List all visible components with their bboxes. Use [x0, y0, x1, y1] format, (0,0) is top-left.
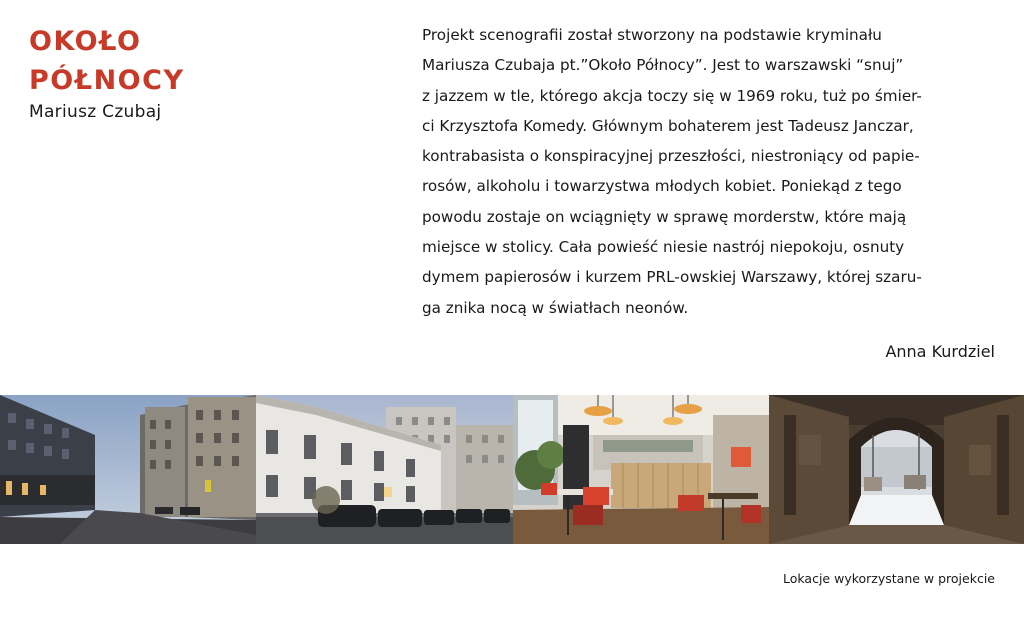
photo-street-at-dusk: [0, 395, 256, 544]
description-line: ci Krzysztofa Komedy. Głównym bohaterem jest Tadeusz Janczar,: [422, 116, 914, 135]
photo-caption: Lokacje wykorzystane w projekcie: [783, 571, 995, 586]
description-line: Mariusza Czubaja pt.”Około Północy”. Jest to warszawski “snuj”: [422, 56, 904, 75]
photo-cafe-interior: [513, 395, 769, 544]
photo-white-townhouse: [256, 395, 513, 544]
description-line: powodu zostaje on wciągnięty w sprawę morderstw, które mają: [422, 207, 907, 226]
project-title: [29, 22, 185, 100]
location-photo-strip: [0, 395, 1024, 544]
description-line: kontrabasista o konspiracyjnej przeszłości, niestroniący od papie-: [422, 147, 920, 166]
description-line: ga znika nocą w światłach neonów.: [422, 298, 689, 317]
description-line: miejsce w stolicy. Cała powieść niesie nastrój niepokoju, osnuty: [422, 238, 905, 257]
signature: Anna Kurdziel: [885, 342, 995, 361]
description-line: rosów, alkoholu i towarzystwa młodych kobiet. Poniekąd z tego: [422, 177, 902, 196]
photo-archway-passage: [769, 395, 1024, 544]
description-line: z jazzem w tle, którego akcja toczy się w 1969 roku, tuż po śmier-: [422, 86, 922, 105]
description-line: Projekt scenografii został stworzony na podstawie kryminału: [422, 26, 882, 44]
description-line: dymem papierosów i kurzem PRL-owskiej Warszawy, której szaru-: [422, 268, 922, 287]
title-line-1: OKOŁO: [29, 26, 142, 57]
title-line-2: PÓŁNOCY: [29, 65, 185, 96]
author-name: Mariusz Czubaj: [29, 102, 162, 122]
description-paragraph: [422, 20, 1002, 323]
